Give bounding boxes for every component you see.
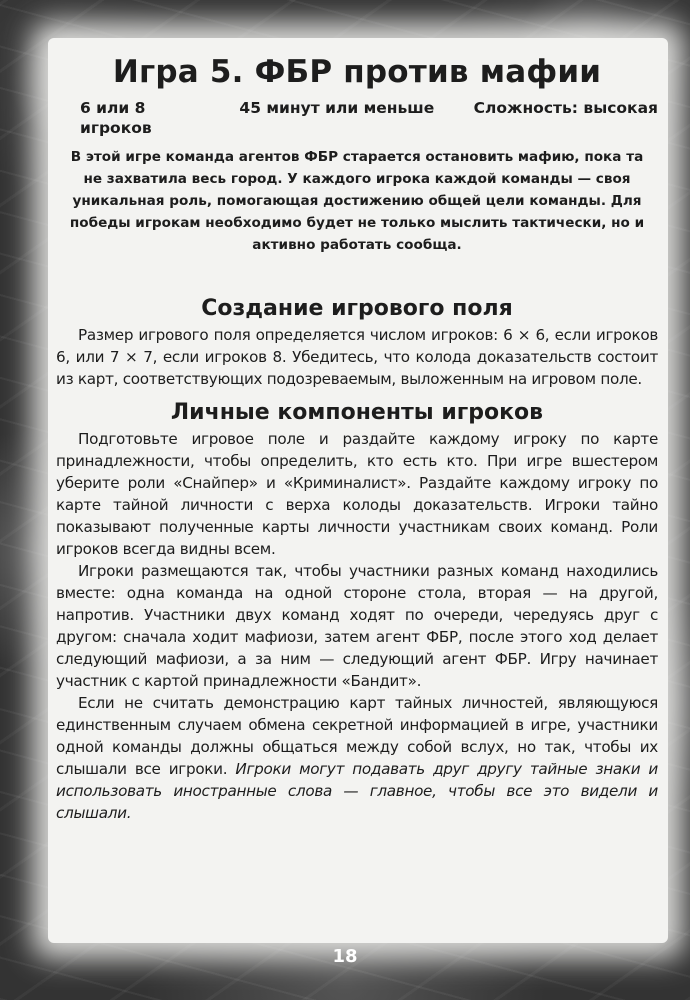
components-paragraph-1: Подготовьте игровое поле и раздайте каждому игроку по карте принадлежности, чтобы определить, кто есть кто. При игре вшестером уберите роли «Снайпер» и «Криминалист». Раздайте каждому игроку по карте тайной личности с верха колоды доказательств. Игроки тайно показывают полученные карты личности участникам своих команд. Роли игроков всегда видны всем. [56, 430, 658, 558]
players-count: 6 или 8 игроков [80, 99, 152, 137]
game-meta [56, 98, 658, 138]
intro-text: В этой игре команда агентов ФБР старается остановить мафию, пока та не захватила весь город. У каждого игрока каждой команды — своя уникальная роль, помогающая достижению общей цели команды. Для победы игрокам необходимо будет не только мыслить тактически, но и активно работать сообща. [69, 149, 645, 253]
components-paragraph-2: Игроки размещаются так, чтобы участники разных команд находились вместе: одна команда на одной стороне стола, вторая — на другой, напротив. Участники двух команд ходят по очереди, чередуясь друг с другом: сначала ходит мафиози, затем агент ФБР, после этого ход делает следующий мафиози, а за ним — следующий агент ФБР. Игру начинает участник с картой принадлежности «Бандит». [56, 562, 658, 690]
components-paragraph-3-text: Если не считать демонстрацию карт тайных личностей, являющуюся единственным случаем обмена секретной информацией в игре, участники одной команды должны общаться между собой вслух, но так, чтобы их слышали все игроки. [56, 694, 658, 778]
components-paragraph-3-italic: Игроки могут подавать друг другу тайные знаки и использовать иностранные слова — главное, чтобы все это видели и слышали. [56, 760, 658, 822]
difficulty: Сложность: высокая [473, 99, 658, 117]
play-time: 45 минут или меньше [239, 99, 435, 117]
page-title: Игра 5. ФБР против мафии [112, 54, 602, 90]
board-setup-paragraph: Размер игрового поля определяется числом игроков: 6 × 6, если игроков 6, или 7 × 7, если игроков 8. Убедитесь, что колода доказательств состоит из карт, соответствующих подозреваемым, выложенным на игровом поле. [56, 326, 658, 388]
section-heading-components: Личные компоненты игроков [170, 400, 544, 425]
components-paragraph-3 [56, 692, 658, 824]
page-number: 18 [332, 946, 358, 967]
page-content [56, 50, 658, 824]
section-heading-board: Создание игрового поля [201, 296, 513, 321]
